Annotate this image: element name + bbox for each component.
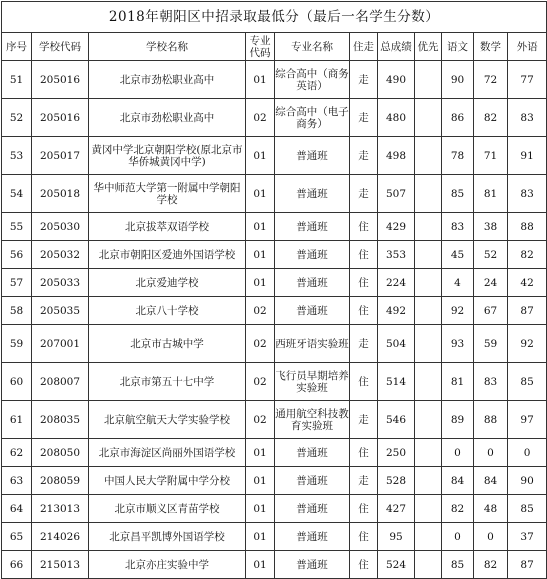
cell-major-name: 普通班 <box>275 495 350 523</box>
cell-math: 48 <box>474 495 508 523</box>
cell-school-code: 205017 <box>32 137 89 175</box>
cell-seq: 56 <box>2 241 32 269</box>
cell-english: 83 <box>508 175 547 213</box>
cell-seq: 52 <box>2 99 32 137</box>
cell-major-code: 02 <box>246 325 275 363</box>
cell-major-code: 01 <box>246 551 275 579</box>
header-math: 数学 <box>474 33 508 61</box>
cell-math: 52 <box>474 241 508 269</box>
header-chinese: 语文 <box>442 33 474 61</box>
header-total: 总成绩 <box>378 33 415 61</box>
cell-seq: 58 <box>2 297 32 325</box>
cell-board: 住 <box>350 439 378 467</box>
cell-english: 87 <box>508 297 547 325</box>
cell-total: 224 <box>378 269 415 297</box>
cell-board: 住 <box>350 269 378 297</box>
cell-chinese: 93 <box>442 325 474 363</box>
cell-english: 91 <box>508 137 547 175</box>
cell-math: 59 <box>474 325 508 363</box>
cell-chinese: 78 <box>442 137 474 175</box>
cell-board: 住 <box>350 363 378 401</box>
cell-major-code: 01 <box>246 523 275 551</box>
cell-major-name: 普通班 <box>275 213 350 241</box>
cell-major-name: 普通班 <box>275 297 350 325</box>
cell-major-name: 西班牙语实验班 <box>275 325 350 363</box>
cell-chinese: 85 <box>442 175 474 213</box>
cell-school-name: 北京昌平凯博外国语学校 <box>89 523 246 551</box>
cell-major-name: 飞行员早期培养实验班 <box>275 363 350 401</box>
cell-chinese: 4 <box>442 269 474 297</box>
cell-school-name: 华中师范大学第一附属中学朝阳学校 <box>89 175 246 213</box>
cell-math: 38 <box>474 213 508 241</box>
cell-school-name: 北京爱迪学校 <box>89 269 246 297</box>
cell-math: 82 <box>474 99 508 137</box>
cell-school-name: 中国人民大学附属中学分校 <box>89 467 246 495</box>
cell-school-name: 北京亦庄实验中学 <box>89 551 246 579</box>
cell-board: 住 <box>350 213 378 241</box>
cell-chinese: 0 <box>442 439 474 467</box>
table-row <box>2 213 547 241</box>
header-major-name: 专业名称 <box>275 33 350 61</box>
cell-seq: 60 <box>2 363 32 401</box>
table-row <box>2 61 547 99</box>
table-row <box>2 523 547 551</box>
cell-board: 走 <box>350 137 378 175</box>
cell-priority <box>415 175 442 213</box>
cell-english: 87 <box>508 551 547 579</box>
cell-major-code: 02 <box>246 99 275 137</box>
cell-english: 88 <box>508 213 547 241</box>
cell-school-name: 北京航空航天大学实验学校 <box>89 401 246 439</box>
cell-major-name: 普通班 <box>275 269 350 297</box>
header-seq: 序号 <box>2 33 32 61</box>
table-row <box>2 363 547 401</box>
header-priority: 优先 <box>415 33 442 61</box>
cell-english: 82 <box>508 241 547 269</box>
cell-priority <box>415 297 442 325</box>
cell-major-code: 01 <box>246 61 275 99</box>
cell-major-code: 02 <box>246 297 275 325</box>
cell-priority <box>415 467 442 495</box>
cell-school-code: 207001 <box>32 325 89 363</box>
cell-school-name: 北京市古城中学 <box>89 325 246 363</box>
cell-english: 90 <box>508 467 547 495</box>
cell-math: 71 <box>474 137 508 175</box>
cell-chinese: 90 <box>442 61 474 99</box>
cell-school-name: 北京市朝阳区爱迪外国语学校 <box>89 241 246 269</box>
cell-board: 住 <box>350 241 378 269</box>
cell-total: 480 <box>378 99 415 137</box>
cell-chinese: 85 <box>442 551 474 579</box>
header-school-code: 学校代码 <box>32 33 89 61</box>
cell-school-code: 208050 <box>32 439 89 467</box>
cell-school-code: 215013 <box>32 551 89 579</box>
cell-english: 77 <box>508 61 547 99</box>
cell-english: 42 <box>508 269 547 297</box>
cell-total: 498 <box>378 137 415 175</box>
cell-school-name: 北京八十学校 <box>89 297 246 325</box>
cell-major-name: 综合高中（电子商务） <box>275 99 350 137</box>
cell-total: 429 <box>378 213 415 241</box>
cell-school-code: 205018 <box>32 175 89 213</box>
cell-major-name: 普通班 <box>275 523 350 551</box>
cell-major-name: 普通班 <box>275 551 350 579</box>
cell-english: 0 <box>508 439 547 467</box>
cell-english: 83 <box>508 99 547 137</box>
cell-board: 走 <box>350 61 378 99</box>
cell-school-code: 208007 <box>32 363 89 401</box>
cell-major-name: 普通班 <box>275 137 350 175</box>
header-english: 外语 <box>508 33 547 61</box>
cell-seq: 53 <box>2 137 32 175</box>
cell-major-code: 01 <box>246 467 275 495</box>
cell-total: 528 <box>378 467 415 495</box>
cell-seq: 64 <box>2 495 32 523</box>
cell-total: 524 <box>378 551 415 579</box>
cell-math: 82 <box>474 551 508 579</box>
cell-school-code: 205016 <box>32 61 89 99</box>
table-row <box>2 401 547 439</box>
cell-priority <box>415 363 442 401</box>
cell-priority <box>415 269 442 297</box>
cell-seq: 51 <box>2 61 32 99</box>
cell-priority <box>415 61 442 99</box>
cell-seq: 61 <box>2 401 32 439</box>
cell-total: 507 <box>378 175 415 213</box>
cell-chinese: 83 <box>442 213 474 241</box>
header-major-code: 专业代码 <box>246 33 275 61</box>
cell-chinese: 86 <box>442 99 474 137</box>
table-row <box>2 137 547 175</box>
cell-major-code: 01 <box>246 439 275 467</box>
cell-priority <box>415 99 442 137</box>
score-table-container <box>1 1 546 571</box>
cell-board: 走 <box>350 175 378 213</box>
cell-seq: 63 <box>2 467 32 495</box>
cell-total: 427 <box>378 495 415 523</box>
cell-school-code: 205016 <box>32 99 89 137</box>
cell-major-name: 普通班 <box>275 439 350 467</box>
cell-major-code: 01 <box>246 213 275 241</box>
cell-school-name: 北京市劲松职业高中 <box>89 61 246 99</box>
cell-total: 514 <box>378 363 415 401</box>
cell-board: 走 <box>350 325 378 363</box>
cell-math: 81 <box>474 175 508 213</box>
cell-math: 72 <box>474 61 508 99</box>
cell-major-code: 02 <box>246 363 275 401</box>
cell-board: 走 <box>350 467 378 495</box>
cell-school-code: 213013 <box>32 495 89 523</box>
cell-chinese: 81 <box>442 363 474 401</box>
table-row <box>2 551 547 579</box>
cell-math: 0 <box>474 523 508 551</box>
cell-school-name: 北京市第五十七中学 <box>89 363 246 401</box>
table-row <box>2 241 547 269</box>
cell-major-code: 01 <box>246 495 275 523</box>
cell-priority <box>415 551 442 579</box>
cell-english: 85 <box>508 363 547 401</box>
cell-chinese: 45 <box>442 241 474 269</box>
cell-school-code: 205033 <box>32 269 89 297</box>
cell-total: 546 <box>378 401 415 439</box>
cell-seq: 59 <box>2 325 32 363</box>
cell-school-name: 黄冈中学北京朝阳学校(原北京市华侨城黄冈中学) <box>89 137 246 175</box>
cell-board: 住 <box>350 297 378 325</box>
cell-english: 37 <box>508 523 547 551</box>
cell-school-code: 205032 <box>32 241 89 269</box>
cell-total: 504 <box>378 325 415 363</box>
cell-priority <box>415 495 442 523</box>
admission-score-table <box>1 1 547 579</box>
table-row <box>2 467 547 495</box>
cell-chinese: 82 <box>442 495 474 523</box>
cell-major-name: 综合高中（商务英语） <box>275 61 350 99</box>
cell-priority <box>415 241 442 269</box>
cell-seq: 57 <box>2 269 32 297</box>
cell-chinese: 92 <box>442 297 474 325</box>
header-row <box>2 33 547 61</box>
cell-school-code: 205030 <box>32 213 89 241</box>
cell-priority <box>415 523 442 551</box>
cell-priority <box>415 439 442 467</box>
cell-board: 住 <box>350 551 378 579</box>
cell-math: 88 <box>474 401 508 439</box>
cell-board: 住 <box>350 495 378 523</box>
cell-total: 353 <box>378 241 415 269</box>
cell-total: 492 <box>378 297 415 325</box>
cell-seq: 55 <box>2 213 32 241</box>
cell-priority <box>415 325 442 363</box>
cell-seq: 54 <box>2 175 32 213</box>
cell-chinese: 89 <box>442 401 474 439</box>
cell-seq: 66 <box>2 551 32 579</box>
table-row <box>2 269 547 297</box>
table-body <box>2 2 547 579</box>
table-row <box>2 297 547 325</box>
cell-school-code: 208059 <box>32 467 89 495</box>
cell-major-name: 普通班 <box>275 467 350 495</box>
cell-school-name: 北京市顺义区青苗学校 <box>89 495 246 523</box>
cell-chinese: 0 <box>442 523 474 551</box>
header-school-name: 学校名称 <box>89 33 246 61</box>
cell-major-code: 01 <box>246 137 275 175</box>
cell-board: 走 <box>350 401 378 439</box>
cell-priority <box>415 401 442 439</box>
cell-total: 95 <box>378 523 415 551</box>
cell-english: 97 <box>508 401 547 439</box>
cell-english: 85 <box>508 495 547 523</box>
cell-priority <box>415 137 442 175</box>
cell-major-name: 普通班 <box>275 241 350 269</box>
table-row <box>2 175 547 213</box>
cell-priority <box>415 213 442 241</box>
cell-major-code: 02 <box>246 401 275 439</box>
cell-seq: 65 <box>2 523 32 551</box>
cell-board: 住 <box>350 523 378 551</box>
cell-math: 83 <box>474 363 508 401</box>
header-board: 住走 <box>350 33 378 61</box>
cell-school-name: 北京市劲松职业高中 <box>89 99 246 137</box>
cell-major-code: 01 <box>246 269 275 297</box>
cell-school-code: 214026 <box>32 523 89 551</box>
cell-major-code: 01 <box>246 241 275 269</box>
cell-total: 250 <box>378 439 415 467</box>
cell-school-code: 208035 <box>32 401 89 439</box>
cell-seq: 62 <box>2 439 32 467</box>
cell-math: 67 <box>474 297 508 325</box>
table-title: 2018年朝阳区中招录取最低分（最后一名学生分数） <box>2 2 547 33</box>
cell-math: 0 <box>474 439 508 467</box>
title-row <box>2 2 547 33</box>
cell-total: 490 <box>378 61 415 99</box>
cell-board: 走 <box>350 99 378 137</box>
cell-math: 84 <box>474 467 508 495</box>
table-row <box>2 439 547 467</box>
cell-major-code: 01 <box>246 175 275 213</box>
cell-major-name: 普通班 <box>275 175 350 213</box>
cell-chinese: 84 <box>442 467 474 495</box>
cell-school-code: 205035 <box>32 297 89 325</box>
table-row <box>2 495 547 523</box>
table-row <box>2 99 547 137</box>
table-row <box>2 325 547 363</box>
cell-math: 24 <box>474 269 508 297</box>
cell-school-name: 北京拔萃双语学校 <box>89 213 246 241</box>
cell-english: 92 <box>508 325 547 363</box>
cell-school-name: 北京市海淀区尚丽外国语学校 <box>89 439 246 467</box>
cell-major-name: 通用航空科技教育实验班 <box>275 401 350 439</box>
